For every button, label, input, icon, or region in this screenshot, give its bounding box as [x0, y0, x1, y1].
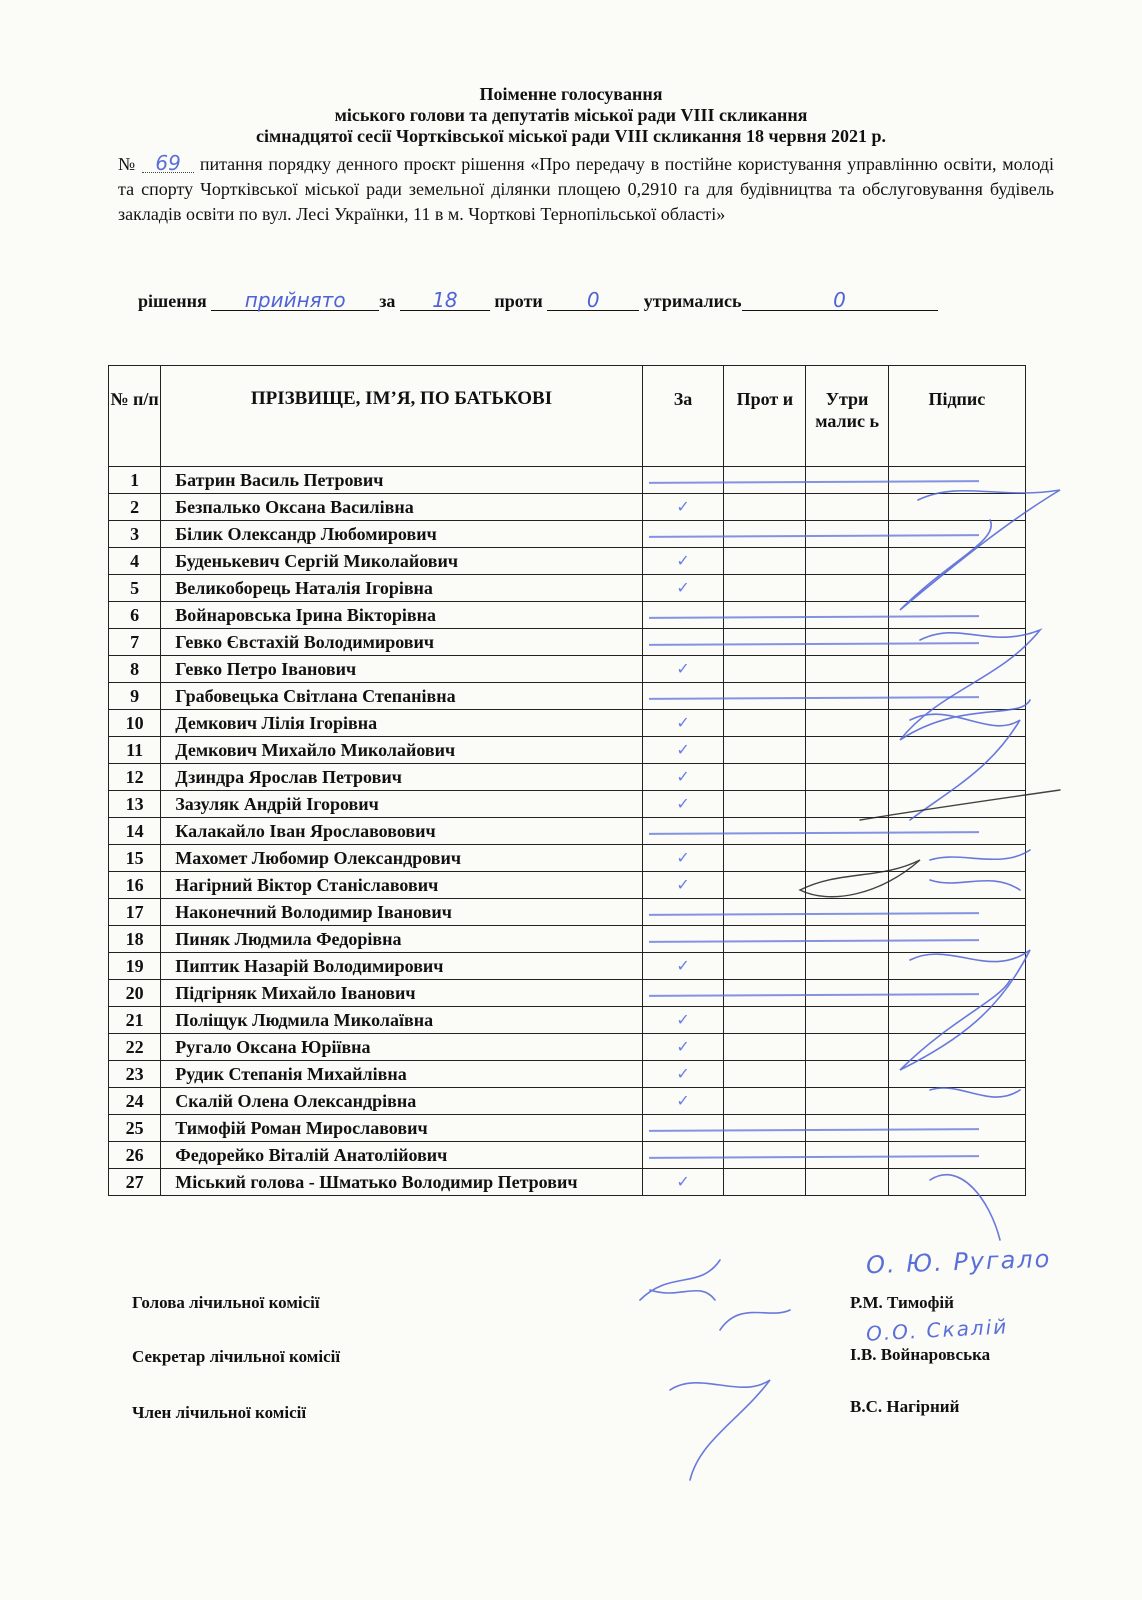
- row-vote-abstain: [806, 791, 888, 818]
- row-vote-for: ✓: [642, 1088, 724, 1115]
- decision-value: прийнято: [211, 290, 379, 311]
- row-name: Безпалько Оксана Василівна: [161, 494, 642, 521]
- row-number: 9: [109, 683, 161, 710]
- row-number: 5: [109, 575, 161, 602]
- row-name: Батрин Василь Петрович: [161, 467, 642, 494]
- for-label: за: [379, 291, 396, 311]
- table-row: [109, 737, 1026, 764]
- row-name: Поліщук Людмила Миколаївна: [161, 1007, 642, 1034]
- row-name: Скалій Олена Олександрівна: [161, 1088, 642, 1115]
- handwritten-note-secretary: О.О. Скалій: [865, 1314, 1009, 1346]
- row-vote-against: [724, 872, 806, 899]
- table-row: [109, 953, 1026, 980]
- row-name: Нагірний Віктор Станіславович: [161, 872, 642, 899]
- row-vote-for: ✓: [642, 548, 724, 575]
- row-vote-for: ✓: [642, 1034, 724, 1061]
- col-number-header: № п/п: [109, 366, 161, 467]
- agenda-item: [118, 152, 1054, 227]
- table-row: [109, 818, 1026, 845]
- row-number: 18: [109, 926, 161, 953]
- decision-label: рішення: [138, 291, 207, 311]
- row-signature: [888, 656, 1025, 683]
- row-vote-for: ✓: [642, 710, 724, 737]
- row-vote-abstain: [806, 953, 888, 980]
- row-vote-for: ✓: [642, 1061, 724, 1088]
- table-row: [109, 1088, 1026, 1115]
- table-row: [109, 845, 1026, 872]
- row-vote-against: [724, 683, 806, 710]
- chair-name: Р.М. Тимофій: [850, 1293, 954, 1312]
- row-number: 24: [109, 1088, 161, 1115]
- row-vote-against: [724, 1115, 806, 1142]
- col-sign-header: Підпис: [888, 366, 1025, 467]
- table-row: [109, 1142, 1026, 1169]
- table-row: [109, 467, 1026, 494]
- table-row: [109, 656, 1026, 683]
- member-label: Член лічильної комісії: [132, 1403, 307, 1422]
- row-vote-against: [724, 656, 806, 683]
- row-number: 23: [109, 1061, 161, 1088]
- row-vote-abstain: [806, 1061, 888, 1088]
- row-vote-against: [724, 791, 806, 818]
- row-number: 10: [109, 710, 161, 737]
- table-row: [109, 602, 1026, 629]
- row-number: 22: [109, 1034, 161, 1061]
- document-header: [0, 84, 1142, 147]
- row-vote-for: ✓: [642, 656, 724, 683]
- table-row: [109, 980, 1026, 1007]
- row-vote-against: [724, 1088, 806, 1115]
- row-name: Рудик Степанія Михайлівна: [161, 1061, 642, 1088]
- agenda-text: питання порядку денного проєкт рішення «Про передачу в постійне користування управлінню освіти, молоді та спорту Чортківської міської ради земельної ділянки площею 0,2910 га для будівництва та обслуговування будівель закладів освіти по вул. Лесі Українки, 11 в м. Чорткові Тернопільської області»: [118, 154, 1055, 224]
- agenda-number: 69: [142, 154, 194, 173]
- decision-summary: [138, 290, 938, 312]
- table-row: [109, 791, 1026, 818]
- row-number: 12: [109, 764, 161, 791]
- row-vote-against: [724, 467, 806, 494]
- row-vote-against: [724, 845, 806, 872]
- row-name: Великоборець Наталія Ігорівна: [161, 575, 642, 602]
- table-row: [109, 1007, 1026, 1034]
- row-number: 6: [109, 602, 161, 629]
- handwritten-note-chair: О. Ю. Ругало: [865, 1244, 1052, 1280]
- vote-table: [108, 365, 1026, 1196]
- row-number: 16: [109, 872, 161, 899]
- row-signature: [888, 1007, 1025, 1034]
- row-signature: [888, 845, 1025, 872]
- row-name: Наконечний Володимир Іванович: [161, 899, 642, 926]
- table-row: [109, 1034, 1026, 1061]
- row-vote-abstain: [806, 737, 888, 764]
- row-vote-for: ✓: [642, 845, 724, 872]
- vote-table-body: [109, 467, 1026, 1196]
- abstain-count: 0: [742, 290, 938, 311]
- row-name: Войнаровська Ірина Вікторівна: [161, 602, 642, 629]
- row-number: 20: [109, 980, 161, 1007]
- row-vote-for: [642, 683, 724, 710]
- member-name: В.С. Нагірний: [850, 1397, 960, 1416]
- row-number: 3: [109, 521, 161, 548]
- row-signature: [888, 1169, 1025, 1196]
- table-row: [109, 683, 1026, 710]
- row-name: Зазуляк Андрій Ігорович: [161, 791, 642, 818]
- table-row: [109, 575, 1026, 602]
- row-vote-abstain: [806, 1034, 888, 1061]
- row-vote-abstain: [806, 656, 888, 683]
- row-signature: [888, 548, 1025, 575]
- row-number: 4: [109, 548, 161, 575]
- row-vote-abstain: [806, 494, 888, 521]
- row-number: 8: [109, 656, 161, 683]
- row-number: 19: [109, 953, 161, 980]
- row-name: Міський голова - Шматько Володимир Петрович: [161, 1169, 642, 1196]
- row-name: Махомет Любомир Олександрович: [161, 845, 642, 872]
- row-vote-for: ✓: [642, 764, 724, 791]
- secretary-name: І.В. Войнаровська: [850, 1345, 991, 1364]
- col-for-header: За: [642, 366, 724, 467]
- table-row: [109, 521, 1026, 548]
- row-name: Гевко Петро Іванович: [161, 656, 642, 683]
- row-signature: [888, 1088, 1025, 1115]
- abstain-label: утримались: [643, 291, 742, 311]
- row-signature: [888, 791, 1025, 818]
- row-name: Ругало Оксана Юріївна: [161, 1034, 642, 1061]
- row-name: Пиняк Людмила Федорівна: [161, 926, 642, 953]
- row-vote-for: [642, 1115, 724, 1142]
- row-vote-for: [642, 1142, 724, 1169]
- row-name: Демкович Михайло Миколайович: [161, 737, 642, 764]
- row-vote-against: [724, 602, 806, 629]
- row-vote-abstain: [806, 845, 888, 872]
- table-row: [109, 548, 1026, 575]
- row-name: Білик Олександр Любомирович: [161, 521, 642, 548]
- table-row: [109, 1169, 1026, 1196]
- col-against-header: Прот и: [724, 366, 806, 467]
- row-vote-against: [724, 1061, 806, 1088]
- row-number: 11: [109, 737, 161, 764]
- against-label: проти: [494, 291, 543, 311]
- row-vote-abstain: [806, 1088, 888, 1115]
- row-vote-against: [724, 494, 806, 521]
- row-vote-against: [724, 1169, 806, 1196]
- row-vote-against: [724, 764, 806, 791]
- col-abstain-header: Утри малис ь: [806, 366, 888, 467]
- table-row: [109, 899, 1026, 926]
- row-name: Буденькевич Сергій Миколайович: [161, 548, 642, 575]
- row-vote-for: [642, 629, 724, 656]
- secretary-label: Секретар лічильної комісії: [132, 1347, 341, 1366]
- row-vote-abstain: [806, 872, 888, 899]
- signature-scribble: [670, 1310, 790, 1480]
- row-number: 17: [109, 899, 161, 926]
- row-vote-for: ✓: [642, 575, 724, 602]
- table-row: [109, 710, 1026, 737]
- row-signature: [888, 494, 1025, 521]
- row-number: 1: [109, 467, 161, 494]
- col-name-header: ПРІЗВИЩЕ, ІМ’Я, ПО БАТЬКОВІ: [161, 366, 642, 467]
- row-signature: [888, 575, 1025, 602]
- row-vote-for: [642, 980, 724, 1007]
- row-number: 26: [109, 1142, 161, 1169]
- row-number: 21: [109, 1007, 161, 1034]
- table-row: [109, 1115, 1026, 1142]
- row-vote-for: [642, 602, 724, 629]
- table-row: [109, 494, 1026, 521]
- row-vote-for: ✓: [642, 1007, 724, 1034]
- row-vote-for: [642, 899, 724, 926]
- row-vote-against: [724, 953, 806, 980]
- row-vote-against: [724, 926, 806, 953]
- row-name: Підгірняк Михайло Іванович: [161, 980, 642, 1007]
- row-signature: [888, 953, 1025, 980]
- row-vote-for: [642, 467, 724, 494]
- row-vote-abstain: [806, 710, 888, 737]
- row-name: Калакайло Іван Ярославовович: [161, 818, 642, 845]
- table-row: [109, 872, 1026, 899]
- row-name: Тимофій Роман Мирославович: [161, 1115, 642, 1142]
- row-vote-abstain: [806, 1169, 888, 1196]
- row-vote-abstain: [806, 1007, 888, 1034]
- signature-scribble: [640, 1260, 720, 1300]
- row-vote-for: [642, 926, 724, 953]
- row-vote-against: [724, 1007, 806, 1034]
- row-vote-against: [724, 548, 806, 575]
- for-count: 18: [400, 290, 490, 311]
- row-name: Дзиндра Ярослав Петрович: [161, 764, 642, 791]
- row-vote-for: [642, 818, 724, 845]
- table-row: [109, 629, 1026, 656]
- row-number: 14: [109, 818, 161, 845]
- table-row: [109, 764, 1026, 791]
- row-vote-against: [724, 575, 806, 602]
- row-vote-for: [642, 521, 724, 548]
- row-signature: [888, 872, 1025, 899]
- row-signature: [888, 764, 1025, 791]
- header-subtitle: міського голови та депутатів міської ради VIII скликання: [334, 105, 808, 125]
- row-vote-against: [724, 899, 806, 926]
- row-name: Гевко Євстахій Володимирович: [161, 629, 642, 656]
- row-vote-for: ✓: [642, 791, 724, 818]
- row-vote-abstain: [806, 548, 888, 575]
- row-vote-against: [724, 737, 806, 764]
- row-number: 25: [109, 1115, 161, 1142]
- row-vote-against: [724, 521, 806, 548]
- row-vote-for: ✓: [642, 953, 724, 980]
- row-signature: [888, 737, 1025, 764]
- row-name: Демкович Лілія Ігорівна: [161, 710, 642, 737]
- chair-label: Голова лічильної комісії: [132, 1293, 320, 1312]
- row-vote-for: ✓: [642, 872, 724, 899]
- number-sign: №: [118, 154, 137, 174]
- table-header-row: [109, 366, 1026, 467]
- row-name: Грабовецька Світлана Степанівна: [161, 683, 642, 710]
- row-vote-against: [724, 980, 806, 1007]
- row-vote-abstain: [806, 764, 888, 791]
- row-vote-abstain: [806, 575, 888, 602]
- table-row: [109, 926, 1026, 953]
- header-title: Поіменне голосування: [479, 84, 663, 104]
- row-number: 2: [109, 494, 161, 521]
- row-number: 7: [109, 629, 161, 656]
- row-name: Федорейко Віталій Анатолійович: [161, 1142, 642, 1169]
- table-row: [109, 1061, 1026, 1088]
- row-number: 13: [109, 791, 161, 818]
- header-session: сімнадцятої сесії Чортківської міської ради VIII скликання 18 червня 2021 р.: [256, 126, 886, 146]
- row-vote-against: [724, 1142, 806, 1169]
- row-vote-against: [724, 818, 806, 845]
- against-count: 0: [547, 290, 639, 311]
- row-signature: [888, 1061, 1025, 1088]
- row-signature: [888, 1034, 1025, 1061]
- row-vote-against: [724, 710, 806, 737]
- row-number: 15: [109, 845, 161, 872]
- row-vote-for: ✓: [642, 1169, 724, 1196]
- row-vote-against: [724, 629, 806, 656]
- row-vote-for: ✓: [642, 494, 724, 521]
- row-signature: [888, 710, 1025, 737]
- row-number: 27: [109, 1169, 161, 1196]
- row-vote-against: [724, 1034, 806, 1061]
- row-name: Пиптик Назарій Володимирович: [161, 953, 642, 980]
- row-vote-for: ✓: [642, 737, 724, 764]
